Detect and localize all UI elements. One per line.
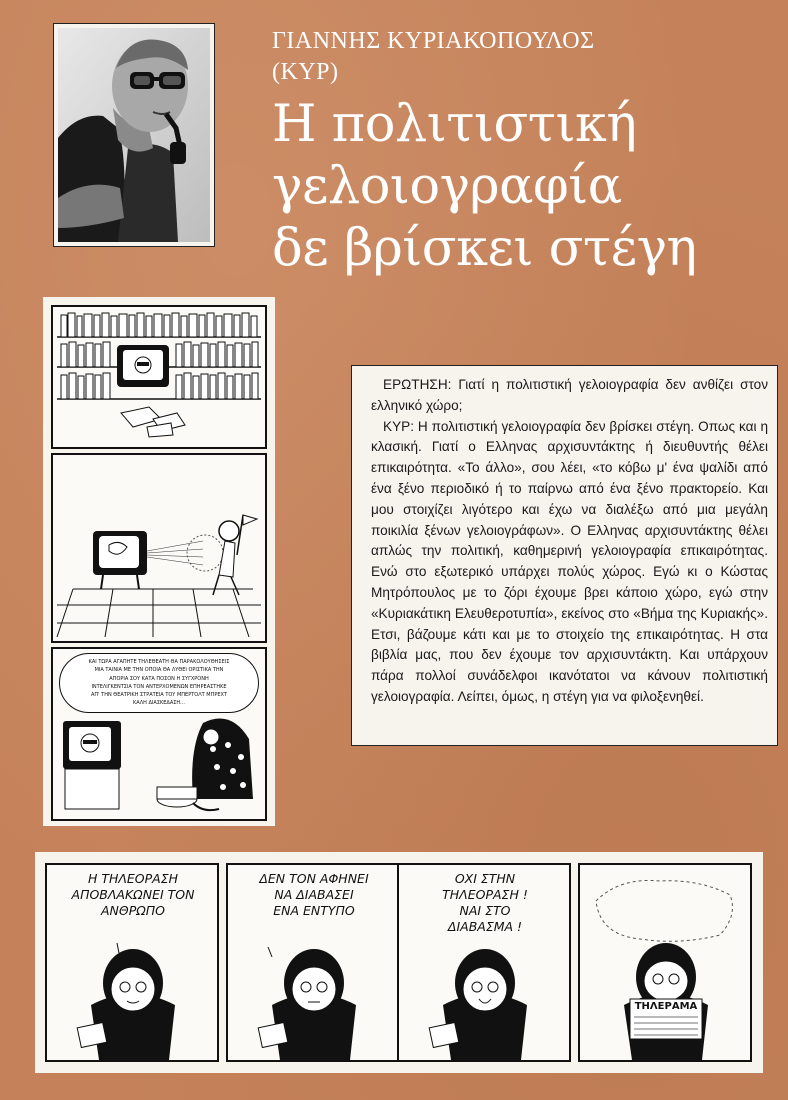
speech-bubble-line: ΑΠ' ΤΗΝ ΘΕΑΤΡΙΚΗ ΣΤΡΑΤΕΙΑ ΤΟΥ ΜΠΕΡΤΟΛΤ ΜΠΡΕΧΤ bbox=[91, 692, 227, 699]
article-title bbox=[272, 94, 772, 280]
interview-body bbox=[371, 375, 768, 708]
author-name: ΓΙΑΝΝΗΣ ΚΥΡΙΑΚΟΠΟΥΛΟΣ bbox=[272, 28, 595, 54]
cartoon-panel-broadcast bbox=[51, 647, 267, 821]
speech-bubble-line: ΚΑΙ ΤΩΡΑ ΑΓΑΠΗΤΕ ΤΗΛΕΘΕΑΤΗ ΘΑ ΠΑΡΑΚΟΛΟΥΘΗΣΕΙΣ bbox=[88, 659, 230, 665]
title-line: γελοιογραφία bbox=[272, 157, 622, 216]
speech-bubble-line: ΙΝΤΕΛΙΓΚΕΝΤΣΙΑ ΤΟΝ ΑΝΤΕΡΧΟΜΕΝΩΝ ΕΠΗΡΕΑΣΤΗΚΕ bbox=[91, 683, 227, 690]
comic-panel-2 bbox=[226, 863, 400, 1062]
newspaper-label: ΤΗΛΕΡΑΜΑ bbox=[634, 1001, 698, 1012]
comic-strip bbox=[35, 852, 763, 1073]
interview-answer: ΚΥΡ: Η πολιτιστική γελοιογραφία δεν βρίσκει στέγη. Οπως και η κλασική. Γιατί ο Ελληνας αρχισυντάκτης ή διευθυντής θέλει επικαιρότητα. «Το άλλο», σου λέει, «το κόβω μ' ένα ψαλίδι από ένα ξένο περιοδικό ή το παίρνω από ένα ξένο πρακτορείο. Και μου στοιχίζει λιγότερο και έχω να διαλέξω από μια μεγάλη ποικιλία ξένων γελοιογράφων». Ο Ελληνας αρχισυντάκτης θέλει απλώς την πολιτική, καθημερινή γελοιογραφία επικαιρότητας. Ενώ στο εξωτερικό υπάρχει πολύς χώρος. Εγώ κι ο Κώστας Μητρόπουλος με το ζόρι έχουμε βρει κάποιο χώρο, εγώ στην «Κυριακάτικη Ελευθεροτυπία», εκείνος στο «Βήμα της Κυριακής». Ετσι, βάζουμε κάτι και με το στοιχείο της επικαιρότητας. Η στα βιβλία μας, που δεν έχουμε τον αρχισυντάκτη. Και υπάρχουν πάρα πολλοί συνάδελφοι ικανότατοι να κάνουν πολιτιστική γελοιογραφία. Λείπει, όμως, η στέγη για να φιλοξενηθεί. bbox=[371, 418, 768, 704]
comic-speech-text: ΔΕΝ ΤΟΝ ΑΦΗΝΕΙ ΝΑ ΔΙΑΒΑΣΕΙ ΕΝΑ ΕΝΤΥΠΟ bbox=[259, 871, 369, 918]
comic-panel-3 bbox=[397, 863, 571, 1062]
interview-question: ΕΡΩΤΗΣΗ: Γιατί η πολιτιστική γελοιογραφία δεν ανθίζει στον ελληνικό χώρο; bbox=[371, 377, 768, 413]
speech-bubble-line: ΚΑΛΗ ΔΙΑΣΚΕΔΑΣΗ... bbox=[133, 700, 185, 707]
comic-panel-1 bbox=[45, 863, 219, 1062]
author-portrait-photo bbox=[53, 23, 215, 247]
interview-text-box bbox=[351, 365, 778, 746]
title-line: δε βρίσκει στέγη bbox=[272, 219, 697, 278]
comic-panel-4 bbox=[578, 863, 752, 1062]
cartoon-panel-bookshelf bbox=[51, 305, 267, 449]
title-line: Η πολιτιστική bbox=[272, 95, 637, 154]
comic-speech-text: Η ΤΗΛΕΟΡΑΣΗ ΑΠΟΒΛΑΚΩΝΕΙ ΤΟΝ ΑΝΘΡΩΠΟ bbox=[71, 871, 195, 918]
cartoon-column bbox=[43, 297, 275, 826]
comic-speech-text: ΟΧΙ ΣΤΗΝ ΤΗΛΕΟΡΑΣΗ ! ΝΑΙ ΣΤΟ ΔΙΑΒΑΣΜΑ ! bbox=[442, 871, 528, 934]
speech-bubble-line: ΑΠΟΡΙΑ ΣΟΥ ΚΑΤΑ ΠΟΣΟΝ Η ΣΥΓΧΡΟΝΗ bbox=[109, 675, 209, 682]
speech-bubble-line: ΜΙΑ ΤΑΙΝΙΑ ΜΕ ΤΗΝ ΟΠΟΙΑ ΘΑ ΛΥΘΕΙ ΟΡΙΣΤΙΚΑ ΤΗΝ bbox=[94, 667, 224, 674]
cartoon-panel-tv-viewer bbox=[51, 453, 267, 643]
author-name-heading bbox=[272, 26, 752, 88]
author-pseudonym: (ΚΥΡ) bbox=[272, 59, 339, 85]
